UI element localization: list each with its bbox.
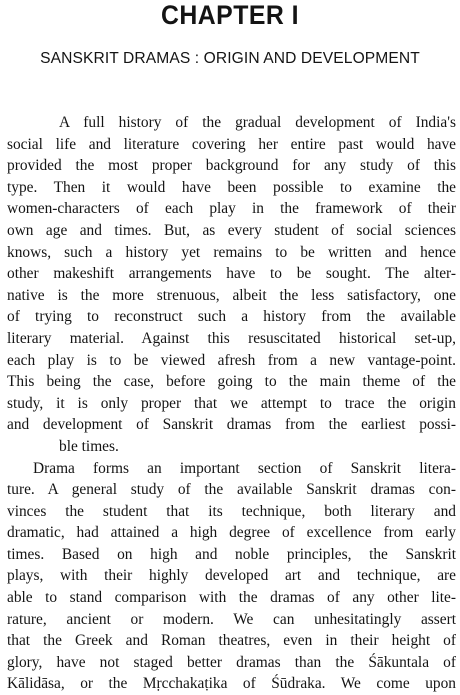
text-line: dramatic, had attained a high degree of excellence from early [7,522,456,544]
text-line: social life and literature covering her entire past would have [7,134,456,156]
chapter-heading: CHAPTER I [18,0,441,30]
body-text [7,112,456,695]
text-line: A full history of the gradual development of India's [7,112,456,134]
text-line: ble times. [7,436,456,458]
text-line: knows, such a history yet remains to be written and hence [7,242,456,264]
text-line: Kālidāsa, or the Mṛcchakaṭika of Śūdraka. We come upon [7,673,456,695]
text-line: times. Based on high and noble principles, the Sanskrit [7,544,456,566]
text-line: able to stand comparison with the dramas of any other lite- [7,587,456,609]
text-line: plays, with their highly developed art and technique, are [7,565,456,587]
paragraph-1 [7,112,456,458]
text-line: of trying to reconstruct such a history from the available [7,306,456,328]
text-line: vinces the student that its technique, both literary and [7,501,456,523]
text-line: rature, ancient or modern. We can unhesitatingly assert [7,609,456,631]
text-line: and development of Sanskrit dramas from the earliest possi- [7,414,456,436]
paragraph-2 [7,458,456,695]
text-line: women-characters of each play in the framework of their [7,198,456,220]
text-line: Drama forms an important section of Sanskrit litera- [7,458,456,480]
text-line: provided the most proper background for any study of this [7,155,456,177]
text-line: each play is to be viewed afresh from a new vantage-point. [7,350,456,372]
text-line: literary material. Against this resuscitated historical set-up, [7,328,456,350]
text-line: This being the case, before going to the main theme of the [7,371,456,393]
text-line: ture. A general study of the available Sanskrit dramas con- [7,479,456,501]
text-line: that the Greek and Roman theatres, even in their height of [7,630,456,652]
text-line: own age and times. But, as every student of social sciences [7,220,456,242]
text-line: other makeshift arrangements have to be sought. The alter- [7,263,456,285]
section-title: SANSKRIT DRAMAS : ORIGIN AND DEVELOPMENT [0,49,460,69]
text-line: study, it is only proper that we attempt to trace the origin [7,393,456,415]
text-line: glory, have not staged better dramas than the Śākuntala of [7,652,456,674]
text-line: native is the more strenuous, albeit the less satisfactory, one [7,285,456,307]
text-line: type. Then it would have been possible to examine the [7,177,456,199]
